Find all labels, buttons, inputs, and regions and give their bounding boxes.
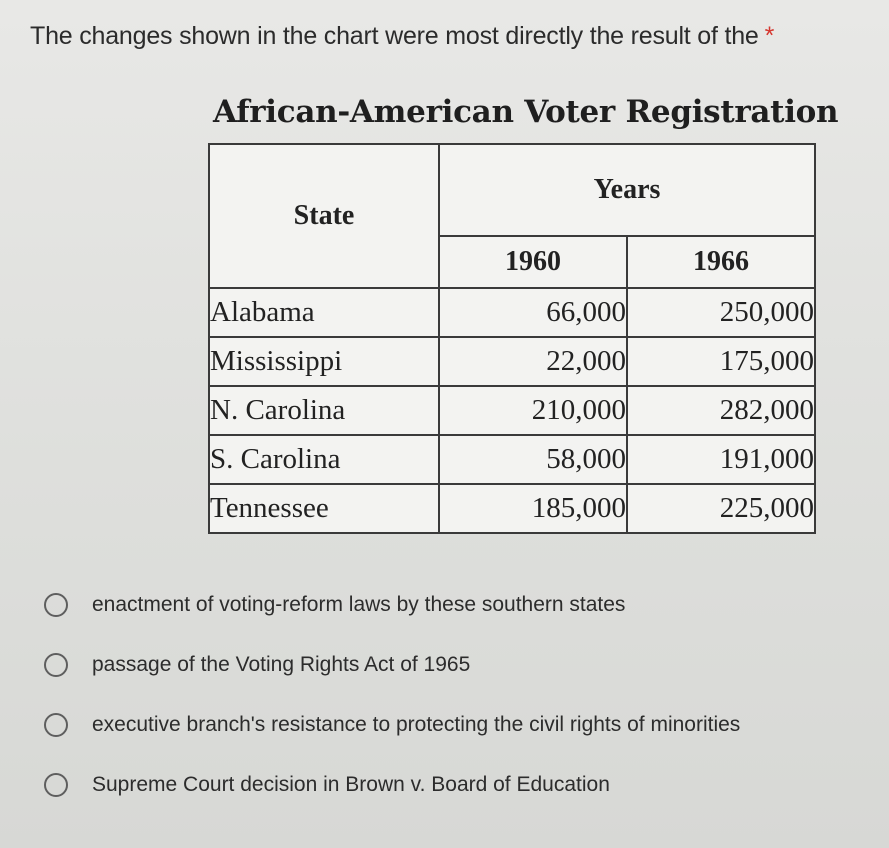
option-label: executive branch's resistance to protecting the civil rights of minorities [92,713,741,736]
table-row [209,386,815,435]
radio-button[interactable] [44,713,68,737]
value-1966-cell: 175,000 [627,337,815,386]
value-1960-cell: 210,000 [439,386,627,435]
table-row [209,484,815,533]
header-state: State [209,144,439,288]
header-years: Years [439,144,815,236]
table-row [209,337,815,386]
state-cell: Alabama [209,288,439,337]
option-label: Supreme Court decision in Brown v. Board of Education [92,773,610,796]
value-1960-cell: 22,000 [439,337,627,386]
value-1966-cell: 225,000 [627,484,815,533]
radio-button[interactable] [44,593,68,617]
radio-button[interactable] [44,653,68,677]
question-text [30,22,774,51]
option-voting-reform-laws[interactable] [44,590,864,620]
value-1960-cell: 185,000 [439,484,627,533]
question-label: The changes shown in the chart were most directly the result of the [30,22,759,50]
answer-options [44,590,864,800]
table-title: African-American Voter Registration [213,94,839,130]
option-brown-v-board[interactable] [44,770,864,800]
state-cell: Mississippi [209,337,439,386]
value-1966-cell: 191,000 [627,435,815,484]
header-year-1960: 1960 [439,236,627,288]
table-row [209,288,815,337]
voter-registration-table [208,143,816,534]
value-1960-cell: 58,000 [439,435,627,484]
value-1966-cell: 250,000 [627,288,815,337]
state-cell: S. Carolina [209,435,439,484]
value-1966-cell: 282,000 [627,386,815,435]
table-row [209,435,815,484]
header-year-1966: 1966 [627,236,815,288]
state-cell: Tennessee [209,484,439,533]
state-cell: N. Carolina [209,386,439,435]
required-asterisk: * [764,22,775,50]
value-1960-cell: 66,000 [439,288,627,337]
option-label: enactment of voting-reform laws by these southern states [92,593,626,616]
option-executive-resistance[interactable] [44,710,864,740]
option-voting-rights-act[interactable] [44,650,864,680]
option-label: passage of the Voting Rights Act of 1965 [92,653,471,676]
radio-button[interactable] [44,773,68,797]
